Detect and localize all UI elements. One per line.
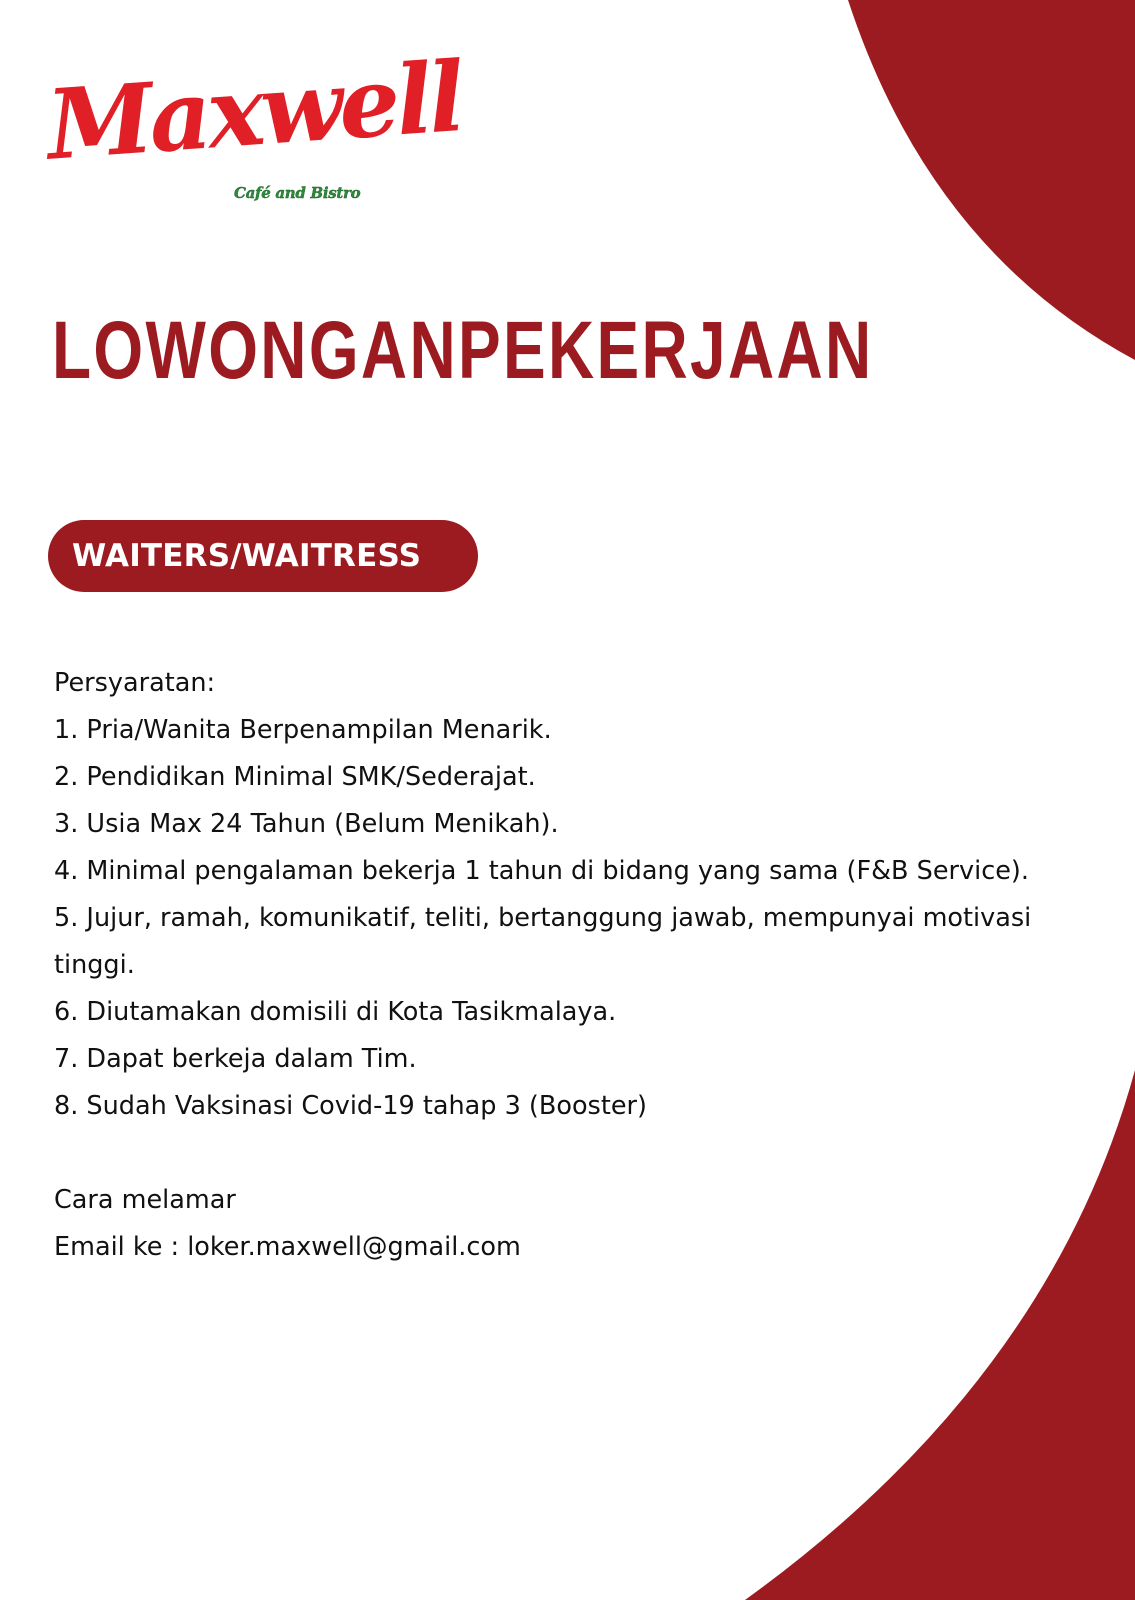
requirement-item: 7. Dapat berkeja dalam Tim.	[54, 1044, 417, 1074]
page-title: LOWONGANPEKERJAAN	[52, 305, 874, 396]
spacer	[54, 1130, 1054, 1177]
requirement-item: 3. Usia Max 24 Tahun (Belum Menikah).	[54, 809, 559, 839]
requirement-item: 5. Jujur, ramah, komunikatif, teliti, bertanggung jawab, mempunyai motivasi tinggi.	[54, 903, 1032, 980]
position-label: WAITERS/WAITRESS	[72, 538, 422, 574]
requirement-item: 4. Minimal pengalaman bekerja 1 tahun di bidang yang sama (F&B Service).	[54, 856, 1029, 886]
requirement-item: 8. Sudah Vaksinasi Covid-19 tahap 3 (Booster)	[54, 1091, 647, 1121]
requirement-item: 2. Pendidikan Minimal SMK/Sederajat.	[54, 762, 536, 792]
logo-tagline: Café and Bistro	[234, 184, 361, 202]
requirement-item: 6. Diutamakan domisili di Kota Tasikmalaya.	[54, 997, 617, 1027]
job-details	[54, 660, 1054, 1271]
top-right-red-arc	[848, 0, 1135, 360]
requirements-heading: Persyaratan:	[54, 668, 216, 698]
requirement-item: 1. Pria/Wanita Berpenampilan Menarik.	[54, 715, 552, 745]
position-badge	[48, 520, 478, 592]
apply-heading: Cara melamar	[54, 1185, 236, 1215]
apply-email: Email ke : loker.maxwell@gmail.com	[54, 1232, 521, 1262]
logo-wordmark: Maxwell	[43, 40, 465, 182]
maxwell-logo	[43, 40, 465, 213]
